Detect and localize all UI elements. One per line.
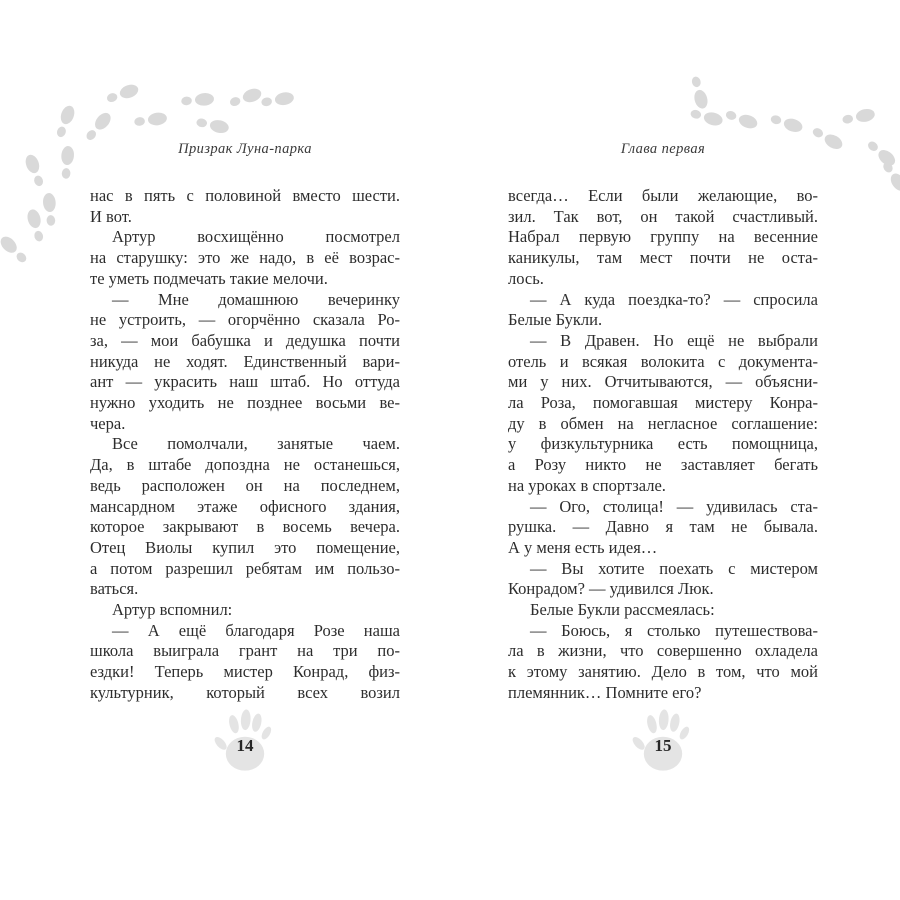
text-line: — Ого, столица! — удивилась ста-	[530, 496, 818, 516]
text-line: нужно уходить не позднее восьми ве-	[90, 393, 400, 413]
text-line: — Мне домашнюю вечеринку	[112, 289, 400, 309]
text-line: культурник, который всех возил	[90, 682, 400, 702]
running-head-left: Призрак Луна-парка	[178, 141, 312, 157]
text-line: всегда… Если были желающие, во-	[508, 186, 818, 205]
text-line: а Розу никто не заставляет бегать	[508, 455, 818, 475]
text-line: ваться.	[90, 579, 139, 599]
text-line: школа выиграла грант на три по-	[90, 641, 400, 661]
text-line: ла Роза, помогавшая мистеру Конра-	[508, 393, 818, 413]
text-line: которое закрывают в восемь вечера.	[90, 517, 400, 537]
page-number-right: 15	[654, 736, 672, 755]
text-line: рушка. — Давно я там не бывала.	[508, 517, 818, 537]
footprint-icon	[841, 107, 876, 126]
text-line: племянник… Помните его?	[508, 682, 702, 702]
running-head-right: Глава первая	[620, 141, 706, 157]
text-line: ла в жизни, что совершенно охладела	[508, 641, 818, 661]
text-line: у физкультурника есть помощница,	[508, 434, 818, 454]
text-line: те уметь подмечать такие мелочи.	[90, 268, 328, 288]
text-line: за, — мои бабушка и дедушка почти	[90, 330, 400, 350]
footprint-icon	[880, 159, 900, 193]
text-line: — Боюсь, я столько путешествова-	[530, 620, 818, 640]
text-line: ду в обмен на негласное соглашение:	[508, 413, 818, 433]
text-line: — В Дравен. Но ещё не выбрали	[530, 330, 818, 350]
text-line: нас в пять с половиной вместо шести.	[90, 186, 400, 205]
page-number-left: 14	[236, 736, 254, 755]
text-line: на старушку: это же надо, в её возрас-	[90, 248, 400, 268]
text-line: ведь расположен он на последнем,	[90, 475, 400, 495]
folio-right	[621, 705, 705, 787]
footprint-icon	[42, 193, 57, 227]
text-line: Все помолчали, занятые чаем.	[112, 434, 400, 454]
text-line: никуда не ходят. Единственный вари-	[90, 351, 400, 371]
text-line: А у меня есть идея…	[508, 537, 658, 557]
text-line: лось.	[508, 268, 544, 288]
text-line: Конрадом? — удивился Люк.	[508, 579, 714, 599]
text-line: ездки! Теперь мистер Конрад, физ-	[90, 662, 400, 682]
text-line: Артур восхищённо посмотрел	[112, 227, 400, 247]
text-line: И вот.	[90, 206, 132, 226]
footprint-icon	[26, 208, 47, 243]
text-line: ми у них. Отчитываются, — объясни-	[508, 372, 818, 392]
text-line: зил. Так вот, он такой счастливый.	[508, 206, 818, 226]
text-line: на уроках в спортзале.	[508, 475, 666, 495]
text-line: Белые Букли.	[508, 310, 603, 330]
text-line: Да, в штабе допоздна не останешься,	[90, 455, 400, 475]
footprint-icon	[0, 234, 30, 266]
text-line: к этому занятию. Дело в том, что мой	[508, 662, 818, 682]
text-line: ант — украсить наш штаб. Но оттуда	[90, 372, 400, 392]
text-line: — А куда поездка-то? — спросила	[530, 289, 818, 309]
page-left	[90, 0, 400, 900]
text-block-left	[90, 186, 400, 704]
text-line: отель и всякая волокита с документа-	[508, 351, 818, 371]
footprint-icon	[54, 104, 77, 139]
text-block-right	[508, 186, 818, 704]
text-line: — А ещё благодаря Розе наша	[112, 620, 400, 640]
text-line: а потом разрешил ребятам им пользо-	[90, 558, 400, 578]
text-line: чера.	[90, 413, 126, 433]
footprint-icon	[59, 146, 74, 180]
footprint-icon	[865, 138, 898, 169]
folio-left	[203, 705, 287, 787]
page-right	[508, 0, 818, 900]
text-line: мансардном этаже офисного здания,	[90, 496, 400, 516]
text-line: каникулы, там мест почти не оста-	[508, 248, 818, 268]
text-line: Артур вспомнил:	[112, 600, 233, 620]
text-line: Белые Букли рассмеялась:	[530, 600, 715, 620]
text-line: Набрал первую группу на весенние	[508, 227, 818, 247]
text-line: Отец Виолы купил это помещение,	[90, 537, 400, 557]
text-line: не устроить, — огорчённо сказала Ро-	[90, 310, 400, 330]
footprint-icon	[23, 153, 46, 188]
text-line: — Вы хотите поехать с мистером	[530, 558, 818, 578]
